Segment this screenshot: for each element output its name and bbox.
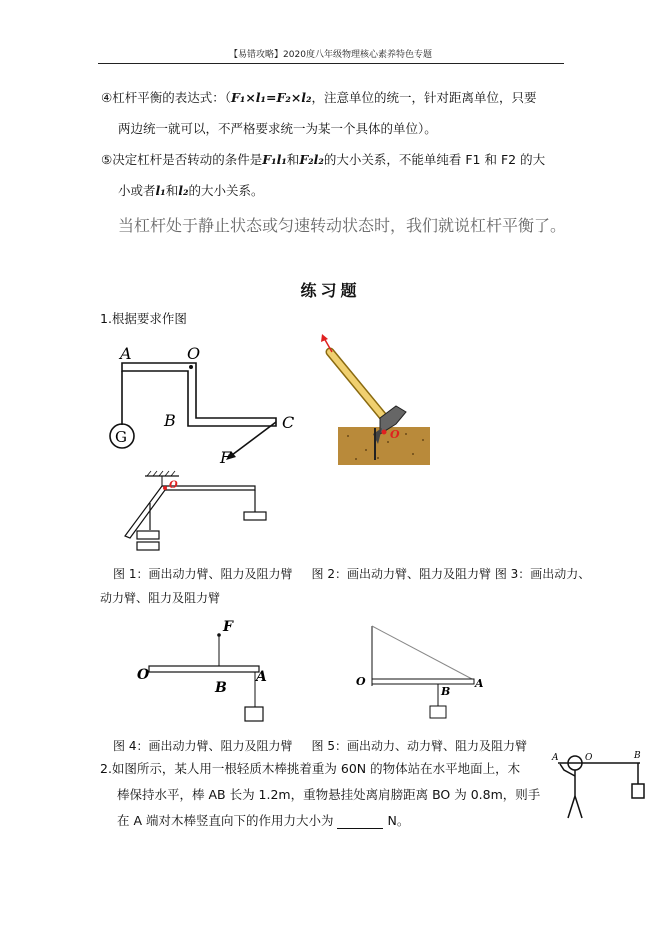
- figure-3-lever: [105, 470, 275, 554]
- item-5-line-1: [101, 152, 545, 168]
- caption-figure-4: 图 4：画出动力臂、阻力及阻力臂: [113, 739, 293, 753]
- item-5-f1l1: F₁l₁: [262, 152, 287, 167]
- item-5-l1: l₁: [155, 183, 166, 198]
- fig1-label-a: A: [120, 344, 132, 363]
- fig4-label-a: A: [256, 669, 267, 685]
- fig1-label-b: B: [164, 411, 176, 430]
- fig6-label-o: O: [585, 753, 593, 763]
- caption-figure-5: 图 5：画出动力、动力臂、阻力及阻力臂: [311, 739, 527, 753]
- question-2-line-3: [117, 813, 409, 829]
- answer-blank[interactable]: [337, 816, 383, 829]
- fig5-label-b: B: [441, 685, 451, 698]
- fig6-label-b: B: [634, 751, 641, 761]
- caption-figure-1: 图 1：画出动力臂、阻力及阻力臂: [113, 567, 293, 581]
- caption-row-2: [113, 737, 527, 754]
- fig4-label-b: B: [215, 680, 227, 696]
- item-4-suffix: ，注意单位的统一，针对距离单位，只要: [311, 90, 537, 105]
- fig4-label-f: F: [223, 619, 233, 635]
- balance-note: 当杠杆处于静止状态或匀速转动状态时，我们就说杠杆平衡了。: [118, 216, 567, 235]
- caption-row-1: [113, 565, 590, 582]
- fig5-label-a: A: [475, 677, 484, 690]
- question-2-text-a: 在 A 端对木棒竖直向下的作用力大小为: [117, 813, 334, 828]
- fig5-label-o: O: [356, 675, 366, 688]
- item-5-text-c: 小或者: [118, 183, 156, 198]
- question-1-label: 1.根据要求作图: [100, 311, 187, 326]
- item-5-f2l2: F₂l₂: [299, 152, 324, 167]
- item-5-and: 和: [286, 152, 300, 167]
- header-divider: [98, 63, 564, 64]
- item-5-and-2: 和: [165, 183, 179, 198]
- fig2-label-o: O: [390, 428, 400, 441]
- item-4-line-1: [101, 90, 537, 106]
- fig3-label-o: O: [169, 480, 178, 491]
- question-2-line-2: 棒保持水平，棒 AB 长为 1.2m，重物悬挂处离肩膀距离 BO 为 0.8m，则手: [117, 787, 541, 802]
- page-header: 【易错攻略】2020度八年级物理核心素养特色专题: [229, 50, 432, 60]
- fig6-label-a: A: [552, 753, 559, 763]
- section-title: 练习题: [300, 281, 361, 300]
- figure-4-lever: [135, 615, 280, 725]
- item-4-line-2: 两边统一就可以，不严格要求统一为某一个具体的单位）。: [118, 121, 437, 136]
- question-2-text-b: N。: [387, 813, 410, 828]
- item-5-text-d: 的大小关系。: [188, 183, 264, 198]
- item-5-l2: l₂: [178, 183, 189, 198]
- figure-6-stick-person: [548, 748, 648, 828]
- figure-1-lever: [100, 340, 310, 470]
- figure-5-lever: [352, 622, 492, 722]
- item-5-text-a: ⑤决定杠杆是否转动的条件是: [101, 152, 263, 167]
- fig1-label-f: F: [220, 448, 232, 467]
- caption-figure-3-a: 图 3：画出动力、: [494, 567, 591, 581]
- caption-figure-3-b: 动力臂、阻力及阻力臂: [100, 591, 221, 605]
- fig1-label-c: C: [282, 413, 295, 432]
- item-5-text-b: 的大小关系，不能单纯看 F1 和 F2 的大: [323, 152, 546, 167]
- item-4-formula: F₁×l₁=F₂×l₂: [230, 90, 312, 105]
- fig4-label-o: O: [137, 667, 150, 683]
- item-5-line-2: [118, 183, 264, 199]
- caption-figure-2: 图 2：画出动力臂、阻力及阻力臂: [311, 567, 491, 581]
- fig1-label-o: O: [187, 344, 201, 363]
- figure-2-hammer: [318, 332, 438, 468]
- item-4-prefix: ④杠杆平衡的表达式：（: [101, 90, 231, 105]
- question-2-line-1: 2.如图所示，某人用一根轻质木棒挑着重为 60N 的物体站在水平地面上，木: [100, 761, 521, 776]
- fig1-label-g: G: [115, 428, 127, 446]
